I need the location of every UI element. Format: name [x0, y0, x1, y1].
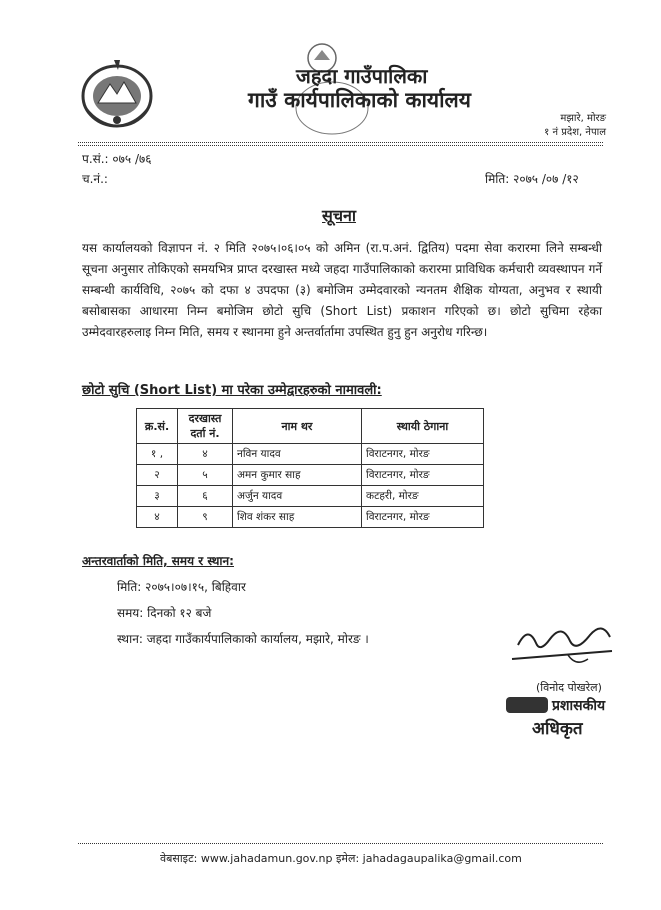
cell-address: विराटनगर, मोरङ	[362, 465, 484, 486]
col-reg: दरखास्त दर्ता नं.	[178, 409, 233, 444]
interview-time: समय: दिनको १२ बजे	[117, 606, 212, 620]
interview-date: मिति: २०७५।०७।१५, बिहिवार	[117, 580, 246, 594]
org-name: जहदा गाउँपालिका	[296, 64, 428, 88]
cell-address: विराटनगर, मोरङ	[362, 444, 484, 465]
shortlist-table	[136, 408, 484, 528]
header-divider-2	[78, 145, 603, 146]
notice-title: सूचना	[322, 206, 357, 225]
footer-contact: वेबसाइट: www.jahadamun.gov.np इमेल: jahadagaupalika@gmail.com	[160, 852, 522, 865]
cell-address: विराटनगर, मोरङ	[362, 507, 484, 528]
interview-heading: अन्तरवार्ताको मिति, समय र स्थान:	[82, 554, 234, 568]
cell-name: अमन कुमार साह	[233, 465, 362, 486]
nepal-emblem-icon	[78, 58, 156, 130]
cell-sn: १ ,	[137, 444, 178, 465]
cell-sn: ४	[137, 507, 178, 528]
address-line-2: १ नं प्रदेश, नेपाल	[544, 127, 606, 138]
cell-sn: २	[137, 465, 178, 486]
table-row	[137, 507, 484, 528]
table-row	[137, 486, 484, 507]
col-sn: क्र.सं.	[137, 409, 178, 444]
notice-body: यस कार्यालयको विज्ञापन नं. २ मिति २०७५।०६।०५ को अमिन (रा.प.अनं. द्वितिय) पदमा सेवा करारमा लिने सम्बन्धी सूचना अनुसार तोकिएको समयभित्र प्राप्त दरखास्त मध्ये जहदा गाउँपालिकाको करारमा प्राविधिक कर्मचारी व्यवस्थापन गर्ने सम्बन्धी कार्यविधि, २०७५ को दफा ४ उपदफा (३) बमोजिम उम्मेदवारको न्यनतम शैक्षिक योग्यता, अनुभव र स्थायी बसोबासका आधारमा निम्न बमोजिम छोटो सुचि (Short List) प्रकाशन गरिएको छ। छोटो सुचिमा रहेका उम्मेदवारहरुलाइ निम्न मिति, समय र स्थानमा हुने अन्तर्वार्तामा उपस्थित हुनु हुन अनुरोध गरिन्छ।	[82, 241, 602, 339]
footer-divider	[78, 843, 603, 844]
cell-reg: ४	[178, 444, 233, 465]
table-row	[137, 465, 484, 486]
signatory-title-1: प्रशासकीय	[552, 698, 606, 714]
office-name: गाउँ कार्यपालिकाको कार्यालय	[248, 88, 471, 112]
cell-reg: ९	[178, 507, 233, 528]
cell-reg: ५	[178, 465, 233, 486]
table-row	[137, 444, 484, 465]
dispatch-number: च.नं.:	[82, 172, 108, 186]
col-name: नाम थर	[233, 409, 362, 444]
handwritten-signature-icon	[510, 615, 620, 673]
table-header-row	[137, 409, 484, 444]
title-stamp-blot	[506, 697, 548, 713]
cell-name: नविन यादव	[233, 444, 362, 465]
address-line-1: मझारे, मोरङ	[560, 113, 606, 124]
interview-place: स्थान: जहदा गाउँकार्यपालिकाको कार्यालय, मझारे, मोरङ ।	[117, 632, 369, 646]
col-address: स्थायी ठेगाना	[362, 409, 484, 444]
signatory-title-2: अधिकृत	[532, 719, 583, 739]
cell-address: कटहरी, मोरङ	[362, 486, 484, 507]
cell-sn: ३	[137, 486, 178, 507]
cell-name: शिव शंकर साह	[233, 507, 362, 528]
cell-name: अर्जुन यादव	[233, 486, 362, 507]
letter-date: मिति: २०७५ /०७ /१२	[485, 172, 579, 186]
shortlist-heading: छोटो सुचि (Short List) मा परेका उम्मेद्वारहरुको नामावली:	[82, 383, 382, 398]
cell-reg: ६	[178, 486, 233, 507]
header-divider	[78, 142, 603, 143]
ref-number: प.सं.: ०७५ /७६	[82, 152, 152, 166]
signatory-name: (विनोद पोखरेल)	[536, 681, 602, 694]
